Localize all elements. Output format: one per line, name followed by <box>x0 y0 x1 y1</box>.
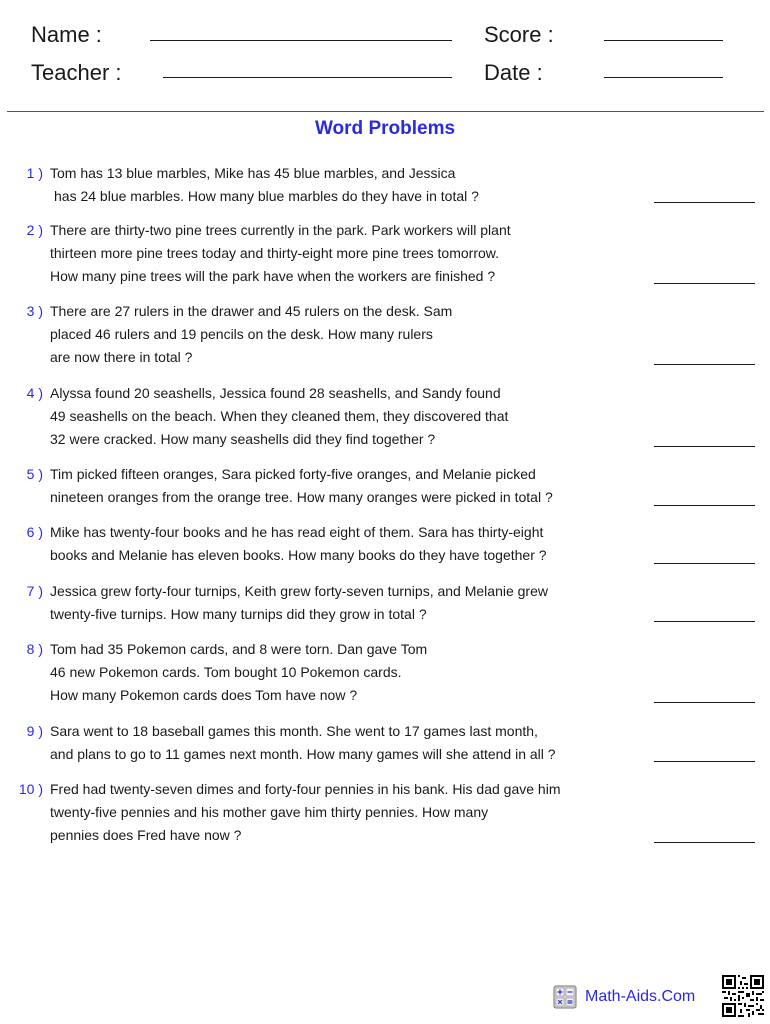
answer-line[interactable] <box>654 364 755 365</box>
answer-line[interactable] <box>654 446 755 447</box>
problem-number: 3 ) <box>26 303 43 319</box>
problem-number: 8 ) <box>26 641 43 657</box>
date-label: Date : <box>484 60 543 85</box>
score-label: Score : <box>484 22 554 47</box>
problem-text: There are thirty-two pine trees currently in the park. Park workers will plant thirteen more pine trees today and thirty-eight more pine trees tomorrow. How many pine trees will the park have when the workers are finished ? <box>50 222 511 284</box>
answer-line[interactable] <box>654 283 755 284</box>
teacher-label: Teacher : <box>31 60 122 85</box>
problem-number: 9 ) <box>26 723 43 739</box>
problem-text: Fred had twenty-seven dimes and forty-four pennies in his bank. His dad gave him twenty-five pennies and his mother gave him thirty pennies. How many pennies does Fred have now ? <box>50 781 561 843</box>
answer-line[interactable] <box>654 761 755 762</box>
name-label: Name : <box>31 22 102 47</box>
answer-line[interactable] <box>654 563 755 564</box>
date-field[interactable] <box>604 77 723 78</box>
problem-text: Tom has 13 blue marbles, Mike has 45 blue marbles, and Jessica has 24 blue marbles. How many blue marbles do they have in total ? <box>50 165 479 204</box>
problem-number: 10 ) <box>18 781 43 797</box>
answer-line[interactable] <box>654 202 755 203</box>
problem-text: Tim picked fifteen oranges, Sara picked forty-five oranges, and Melanie picked nineteen oranges from the orange tree. How many oranges were picked in total ? <box>50 466 553 505</box>
problem-text: There are 27 rulers in the drawer and 45 rulers on the desk. Sam placed 46 rulers and 19 pencils on the desk. How many rulers are now there in total ? <box>50 303 453 365</box>
problem-number: 1 ) <box>26 165 43 181</box>
answer-line[interactable] <box>654 842 755 843</box>
answer-line[interactable] <box>654 702 755 703</box>
header-divider <box>7 111 764 112</box>
problem-number: 2 ) <box>26 222 43 238</box>
problem-number: 4 ) <box>26 385 43 401</box>
answer-line[interactable] <box>654 621 755 622</box>
site-link[interactable]: Math-Aids.Com <box>585 988 696 1005</box>
problem-text: Jessica grew forty-four turnips, Keith grew forty-seven turnips, and Melanie grew twenty-five turnips. How many turnips did they grow in total ? <box>50 583 548 622</box>
page-title: Word Problems <box>314 118 456 139</box>
answer-line[interactable] <box>654 505 755 506</box>
problem-text: Tom had 35 Pokemon cards, and 8 were torn. Dan gave Tom 46 new Pokemon cards. Tom bought 10 Pokemon cards. How many Pokemon cards does Tom have now ? <box>50 641 428 703</box>
problem-number: 6 ) <box>26 524 43 540</box>
problem-number: 7 ) <box>26 583 43 599</box>
qr-code-icon <box>722 975 764 1017</box>
score-field[interactable] <box>604 40 723 41</box>
problem-text: Sara went to 18 baseball games this month. She went to 17 games last month, and plans to go to 11 games next month. How many games will she attend in all ? <box>50 723 556 762</box>
problem-number: 5 ) <box>26 466 43 482</box>
problem-text: Mike has twenty-four books and he has read eight of them. Sara has thirty-eight books and Melanie has eleven books. How many books do they have together ? <box>50 524 547 563</box>
calculator-icon <box>553 985 577 1009</box>
name-field[interactable] <box>150 40 452 41</box>
teacher-field[interactable] <box>163 77 452 78</box>
problem-text: Alyssa found 20 seashells, Jessica found 28 seashells, and Sandy found 49 seashells on the beach. When they cleaned them, they discovered that 32 were cracked. How many seashells did they find together ? <box>50 385 509 447</box>
